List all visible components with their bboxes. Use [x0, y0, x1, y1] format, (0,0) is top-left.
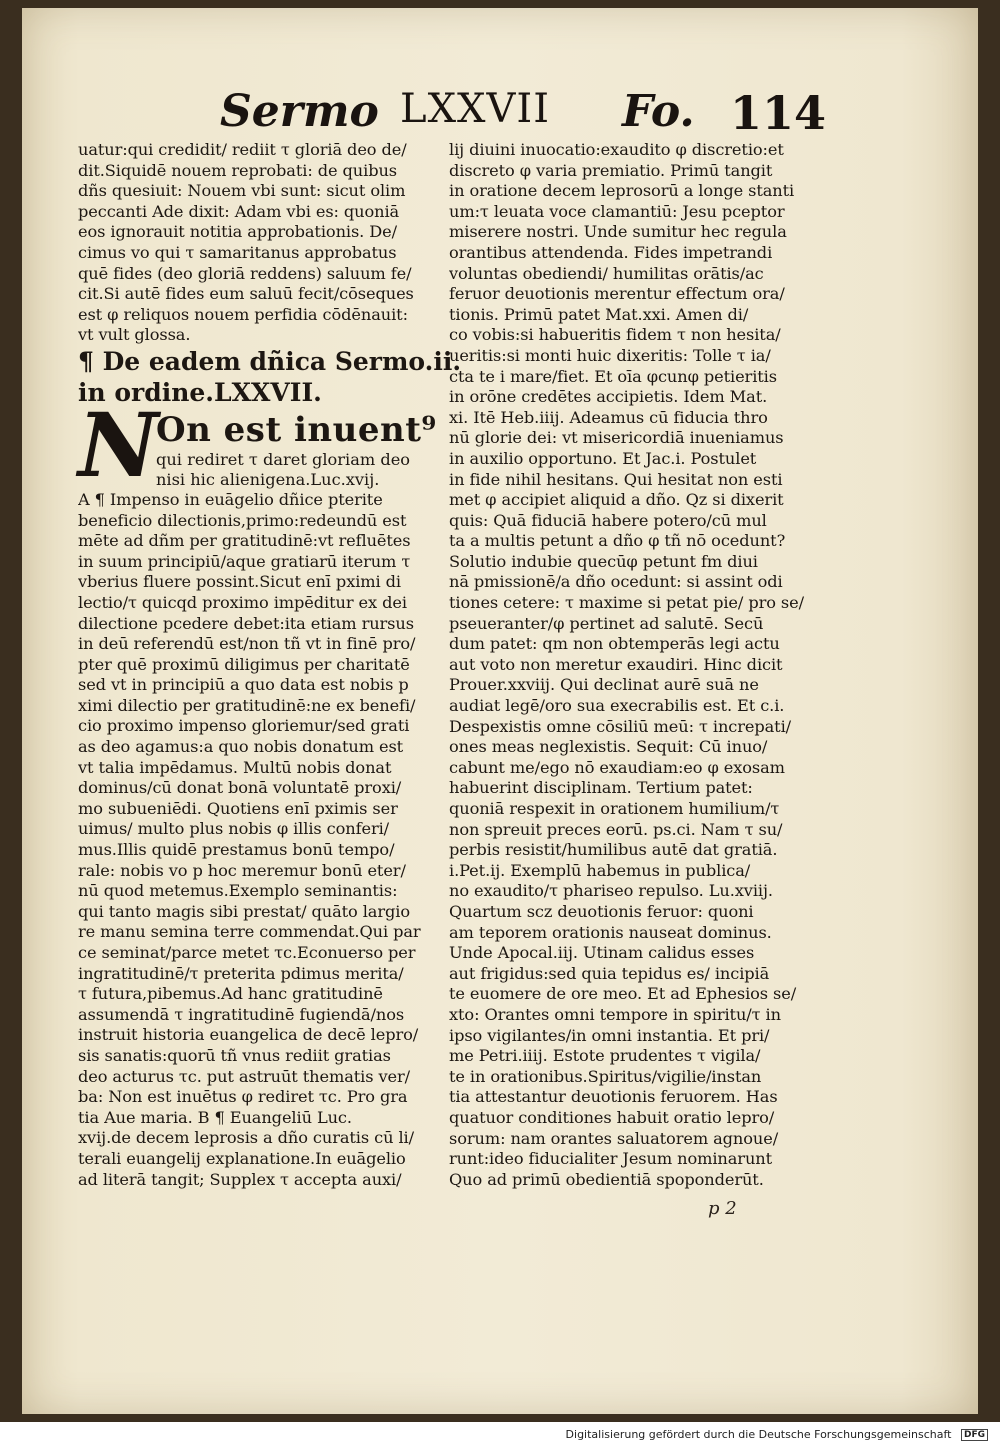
text-line: tionis. Primū patet Mat.xxi. Amen di/: [449, 304, 749, 324]
text-line: nū glorie dei: vt misericordiā inueniamus: [449, 428, 784, 448]
text-line: dum patet: qm non obtemperās legi actu: [449, 634, 780, 654]
text-line: as deo agamus:a quo nobis donatum est: [78, 737, 404, 757]
text-line: rale: nobis vo p hoc meremur bonū eter/: [78, 860, 406, 880]
header-sermon-number: LXXVII: [400, 86, 551, 132]
text-line: Quo ad primū obedientiā spoponderūt.: [449, 1169, 764, 1189]
left-column-text-bottom: [78, 490, 466, 1190]
text-line: Unde Apocal.iij. Utinam calidus esses: [449, 943, 755, 963]
text-line: peccanti Ade dixit: Adam vbi es: quoniā: [78, 201, 400, 221]
text-line: cta te i mare/fiet. Et oīa φcunφ petieritis: [449, 366, 777, 386]
right-column-text: [449, 140, 819, 1190]
text-line: aut voto non meretur exaudiri. Hinc dicit: [449, 654, 783, 674]
text-line: τ futura,pibemus.Ad hanc gratitudinē: [78, 984, 383, 1004]
text-line: xto: Orantes omni tempore in spiritu/τ in: [449, 1004, 781, 1024]
section-heading-2: in ordine.LXXVII.: [78, 377, 322, 407]
text-line: ba: Non est inuētus φ rediret τc. Pro gra: [78, 1087, 408, 1107]
footer-text: Digitalisierung gefördert durch die Deutsche Forschungsgemeinschaft: [565, 1428, 952, 1441]
text-line: cabunt me/ego nō exaudiam:eo φ exosam: [449, 757, 785, 777]
text-line: cio proximo impenso gloriemur/sed grati: [78, 716, 410, 736]
text-line: pter quē proximū diligimus per charitatē: [78, 654, 410, 674]
text-line: dit.Siquidē nouem reprobati: de quibus: [78, 160, 397, 180]
text-line: in auxilio opportuno. Et Jac.i. Postulet: [449, 448, 757, 468]
text-line: nū quod metemus.Exemplo seminantis:: [78, 881, 398, 901]
signature-mark: p 2: [708, 1198, 737, 1219]
decorated-initial: N: [78, 392, 159, 497]
text-line: deo acturus τc. put astruūt thematis ver/: [78, 1066, 411, 1086]
text-line: in suum principiū/aque gratiarū iterum τ: [78, 551, 411, 571]
left-column: [78, 140, 466, 1190]
text-line: sis sanatis:quorū tñ vnus rediit gratias: [78, 1045, 391, 1065]
text-line: feruor deuotionis merentur effectum ora/: [449, 284, 785, 304]
opening-line-2: nisi hic alienigena.Luc.xvij.: [156, 469, 380, 489]
text-line: vt vult glossa.: [78, 325, 191, 345]
text-line: voluntas obediendi/ humilitas orātis/ac: [449, 263, 764, 283]
text-line: Despexistis omne cōsiliū meū: τ increpati/: [449, 716, 792, 736]
text-line: ta a multis petunt a dño φ tñ nō ocedunt?: [449, 531, 786, 551]
text-line: Quartum scz deuotionis feruor: quoni: [449, 901, 754, 921]
text-line: mo subueniēdi. Quotiens enī pximis ser: [78, 798, 398, 818]
text-line: miserere nostri. Unde sumitur hec regula: [449, 222, 787, 242]
text-line: uimus/ multo plus nobis φ illis conferi/: [78, 819, 390, 839]
text-line: A ¶ Impenso in euāgelio dñice pterite: [78, 489, 383, 509]
header-folio-number: 114: [730, 86, 827, 140]
text-line: cit.Si autē fides eum saluū fecit/cōseques: [78, 284, 414, 304]
text-line: non spreuit preces eorū. ps.ci. Nam τ su/: [449, 819, 783, 839]
text-line: ones meas neglexistis. Sequit: Cū inuo/: [449, 737, 768, 757]
text-line: am teporem orationis nauseat dominus.: [449, 922, 772, 942]
running-header: [22, 86, 978, 146]
text-line: instruit historia euangelica de decē lepro/: [78, 1025, 419, 1045]
text-line: ce seminat/parce metet τc.Econuerso per: [78, 943, 416, 962]
text-line: uatur:qui credidit/ rediit τ gloriā deo de/: [78, 140, 407, 159]
text-line: in orōne credētes accipietis. Idem Mat.: [449, 387, 768, 407]
text-line: te euomere de ore meo. Et ad Ephesios se/: [449, 984, 797, 1004]
text-line: re manu semina terre commendat.Qui par: [78, 922, 421, 942]
text-line: ad literā tangit; Supplex τ accepta auxi/: [78, 1169, 402, 1189]
digitization-footer: [566, 1428, 988, 1441]
text-line: ueritis:si monti huic dixeritis: Tolle τ ia/: [449, 345, 771, 365]
text-line: sorum: nam orantes saluatorem agnoue/: [449, 1128, 779, 1148]
text-line: est φ reliquos nouem perfidia cōdēnauit:: [78, 304, 408, 324]
text-line: quatuor conditiones habuit oratio lepro/: [449, 1107, 775, 1127]
text-line: lij diuini inuocatio:exaudito φ discretio:et: [449, 140, 784, 159]
text-line: i.Pet.ij. Exemplū habemus in publica/: [449, 860, 751, 880]
text-line: dominus/cū donat bonā voluntatē proxi/: [78, 778, 402, 798]
opening-line-1: qui rediret τ daret gloriam deo: [156, 449, 411, 469]
text-line: dilectione pcedere debet:ita etiam rursus: [78, 613, 414, 633]
header-title: Sermo: [220, 86, 379, 137]
text-line: orantibus attendenda. Fides impetrandi: [449, 242, 773, 262]
text-line: habuerint disciplinam. Tertium patet:: [449, 778, 753, 798]
text-line: nā pmissionē/a dño ocedunt: si assint odi: [449, 572, 783, 592]
text-line: in fide nihil hesitans. Qui hesitat non esti: [449, 469, 783, 489]
text-line: tia attestantur deuotionis feruorem. Has: [449, 1087, 778, 1107]
text-line: tia Aue maria. B ¶ Euangeliū Luc.: [78, 1107, 352, 1127]
text-line: runt:ideo fiducialiter Jesum nominarunt: [449, 1149, 772, 1169]
text-line: Solutio indubie quecūφ petunt fm diui: [449, 551, 758, 571]
text-line: tiones cetere: τ maxime si petat pie/ pro se/: [449, 593, 804, 613]
text-line: perbis resistit/humilibus autē dat gratiā.: [449, 840, 778, 860]
text-line: ipso vigilantes/in omni instantia. Et pri/: [449, 1025, 770, 1045]
text-line: mēte ad dñm per gratitudinē:vt refluētes: [78, 531, 411, 551]
opening-words: On est inuent⁹: [156, 409, 437, 450]
text-line: met φ accipiet aliquid a dño. Qz si dixerit: [449, 490, 784, 510]
text-line: quoniā respexit in orationem humilium/τ: [449, 799, 780, 818]
text-line: xvij.de decem leprosis a dño curatis cū li/: [78, 1128, 414, 1148]
text-line: sed vt in principiū a quo data est nobis p: [78, 675, 409, 695]
text-line: in deū referendū est/non tñ vt in finē pro/: [78, 634, 416, 654]
text-line: no exaudito/τ phariseo repulso. Lu.xviij.: [449, 881, 773, 901]
text-line: mus.Illis quidē prestamus bonū tempo/: [78, 840, 395, 860]
text-line: ingratitudinē/τ preterita pdimus merita/: [78, 963, 404, 983]
text-line: cimus vo qui τ samaritanus approbatus: [78, 242, 397, 262]
text-line: um:τ leuata voce clamantiū: Jesu pceptor: [449, 201, 785, 221]
text-line: assumendā τ ingratitudinē fugiendā/nos: [78, 1004, 405, 1024]
text-line: xi. Itē Heb.iiij. Adeamus cū fiducia thro: [449, 407, 768, 427]
text-line: audiat legē/oro sua execrabilis est. Et c.i.: [449, 696, 785, 716]
text-line: terali euangelij explanatione.In euāgelio: [78, 1148, 406, 1168]
section-heading-1: ¶ De eadem dñica Sermo.ii.: [78, 346, 462, 376]
text-line: quis: Quā fiduciā habere potero/cū mul: [449, 510, 767, 530]
text-line: co vobis:si habueritis fidem τ non hesita/: [449, 325, 781, 345]
right-column: [449, 140, 819, 1190]
text-line: dñs quesiuit: Nouem vbi sunt: sicut olim: [78, 181, 406, 201]
text-line: vberius fluere possint.Sicut enī pximi di: [78, 572, 402, 592]
text-line: in oratione decem leprosorū a longe stanti: [449, 181, 795, 201]
text-line: eos ignorauit notitia approbationis. De/: [78, 222, 397, 242]
text-line: aut frigidus:sed quia tepidus es/ incipiā: [449, 963, 770, 983]
text-line: pseueranter/φ pertinet ad salutē. Secū: [449, 613, 764, 633]
text-line: ximi dilectio per gratitudinē:ne ex benefi/: [78, 695, 416, 715]
text-line: me Petri.iiij. Estote prudentes τ vigila/: [449, 1046, 761, 1066]
text-line: Prouer.xxviij. Qui declinat aurē suā ne: [449, 675, 759, 695]
text-line: beneficio dilectionis,primo:redeundū est: [78, 510, 407, 530]
text-line: te in orationibus.Spiritus/vigilie/instan: [449, 1066, 762, 1086]
text-line: quē fides (deo gloriā reddens) saluum fe/: [78, 263, 412, 283]
header-folio-label: Fo.: [622, 86, 695, 137]
text-line: vt talia impēdamus. Multū nobis donat: [78, 757, 392, 777]
book-page: [22, 8, 978, 1414]
dfg-logo: DFG: [961, 1429, 988, 1441]
text-line: lectio/τ quicqd proximo impēditur ex dei: [78, 592, 407, 612]
left-column-text-top: [78, 140, 466, 346]
text-line: discreto φ varia premiatio. Primū tangit: [449, 160, 773, 180]
text-line: qui tanto magis sibi prestat/ quāto largio: [78, 901, 410, 921]
